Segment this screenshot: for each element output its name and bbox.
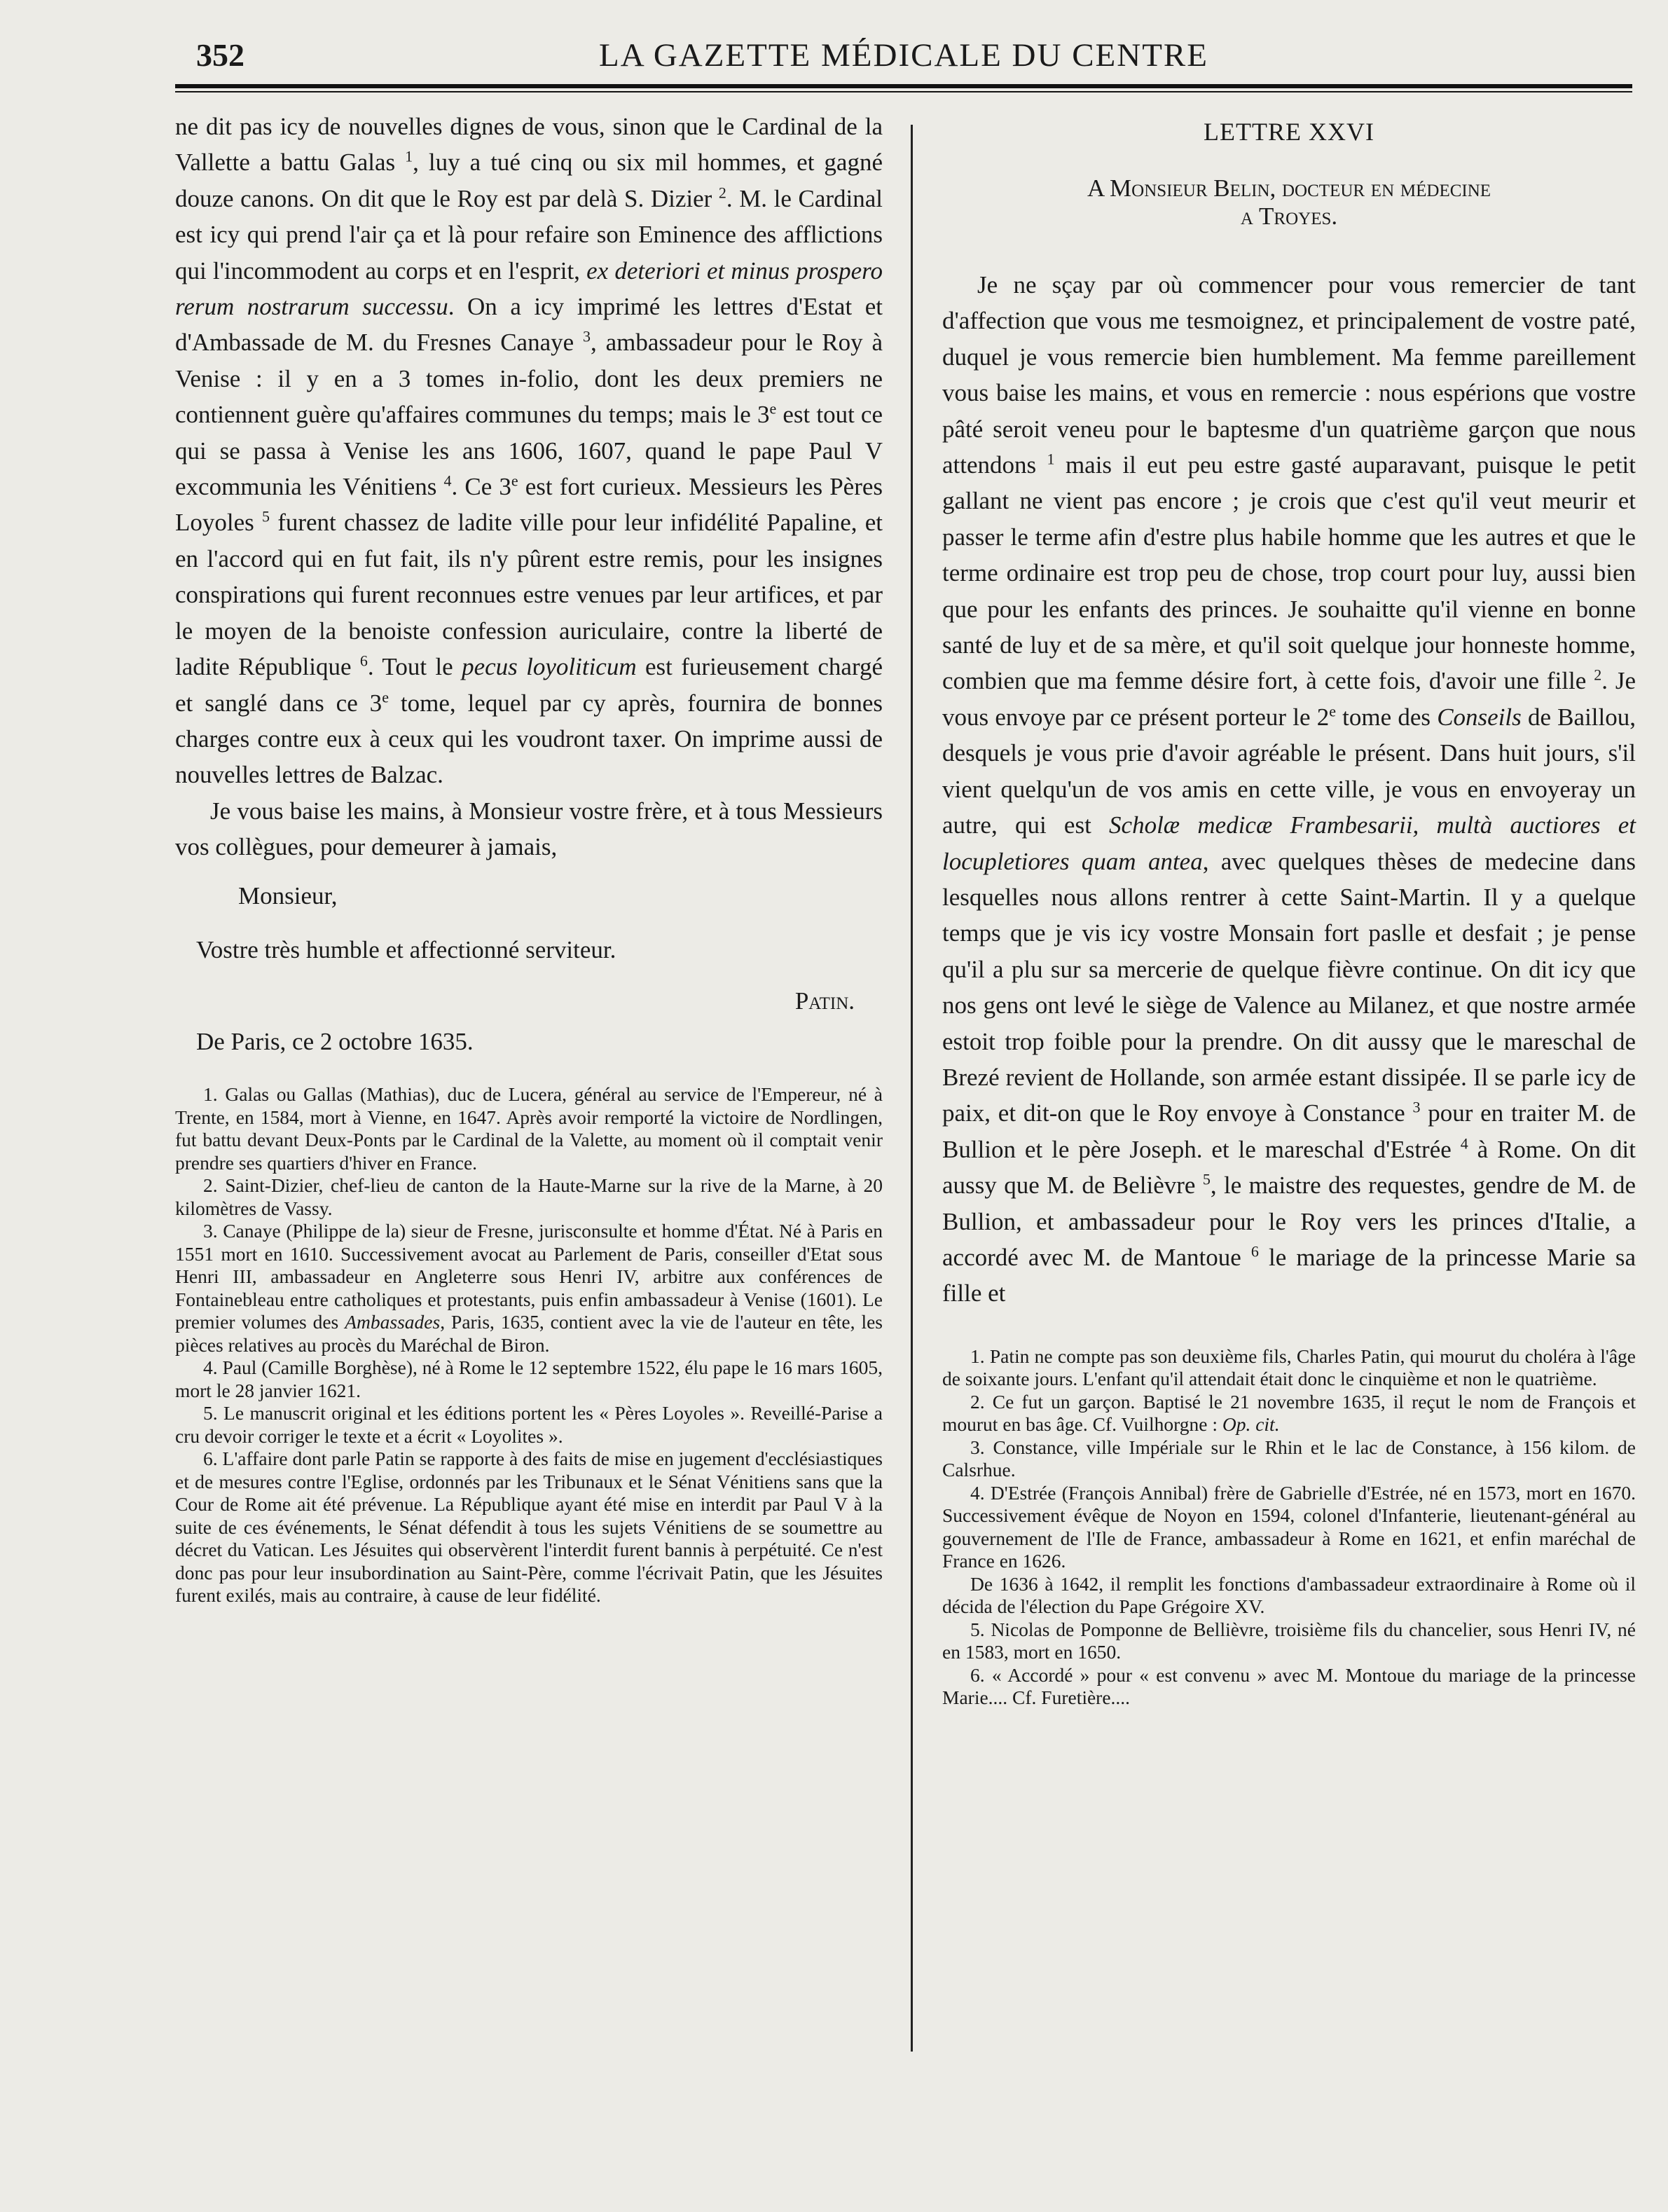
- footnote-marker: 1: [1047, 450, 1055, 468]
- book-title: Scholæ medicæ Frambesarii, multà auctiores et locupletiores quam antea: [942, 811, 1636, 875]
- text-run: est tout ce qui se passa à Venise les ans 1606, 1607, quand le pape Paul V excommunia les Vénitiens: [175, 401, 883, 501]
- right-body-text: [942, 267, 1636, 1312]
- text-run: est furieusement chargé et sanglé dans ce 3: [175, 653, 883, 717]
- text-run: . On a icy imprimé les lettres d'Estat et d'Ambassade de M. du Fresnes Canaye: [175, 293, 883, 357]
- footnote: 6. L'affaire dont parle Patin se rapporte à des faits de mise en jugement d'ecclésiastiques et de mesures contre l'Eglise, ordonnés par les Tribunaux et le Sénat Vénitiens sans que la Cour de Rome ait été prévenue. La République ayant été mise en interdit par Paul V à la suite de ces événements, le Sénat défendit à tous les sujets Vénitiens de se soumettre au décret du Vatican. Les Jésuites qui observèrent l'interdit furent bannis à perpétuité. Ce n'est donc pas pour leur insubordination au Saint-Père, comme l'écrivait Patin, que les Jésuites furent exilés, mais au contraire, à cause de leur fidélité.: [175, 1448, 883, 1607]
- footnote: 4. Paul (Camille Borghèse), né à Rome le 12 septembre 1522, élu pape le 16 mars 1605, mort le 28 janvier 1621.: [175, 1356, 883, 1401]
- text-run: est fort curieux. Messieurs les Pères Loyoles: [175, 473, 883, 537]
- latin-quote: pecus loyoliticum: [462, 653, 637, 681]
- footnote-marker: 5: [1202, 1170, 1211, 1188]
- text-run: . Ce 3: [451, 473, 511, 501]
- text-run: . Je vous envoye par ce présent porteur le 2: [942, 667, 1636, 731]
- letter-title: LETTRE XXVI: [1204, 118, 1374, 146]
- signature: Patin.: [794, 987, 855, 1015]
- text-run: 2. Ce fut un garçon. Baptisé le 21 novembre 1635, il reçut le nom de François et mourut en bas âge. Cf. Vuilhorgne :: [942, 1390, 1636, 1436]
- book-title: Ambassades: [345, 1311, 441, 1333]
- running-header: [175, 21, 1632, 84]
- footnote-marker: 3: [1412, 1098, 1421, 1116]
- text-run: mais il eut peu estre gasté auparavant, puisque le petit gallant ne vient pas encore ; je crois que c'est qu'il veut meurir et passer le terme afin d'estre plus habile homme que les autres et que le terme ordinaire est trop peu de chose, trop court pour luy, aussi bien que pour les enfants des princes. Je souhaitte qu'il vienne en bonne santé de luy et de sa mère, et qu'il soit quelque jour honneste homme, combien que ma femme désire fort, à cette fois, d'avoir une fille: [942, 451, 1636, 695]
- ordinal-suffix: e: [511, 472, 518, 490]
- salutation: Monsieur,: [238, 881, 338, 909]
- left-body-text: [175, 109, 883, 865]
- footnote: 5. Nicolas de Pomponne de Bellièvre, troisième fils du chancelier, sous Henri IV, né en 1583, mort en 1650.: [942, 1618, 1636, 1663]
- footnote: 1. Patin ne compte pas son deuxième fils, Charles Patin, qui mourut du choléra à l'âge de soixante jours. L'enfant qu'il attendait était donc le cinquième et non le quatrième.: [942, 1345, 1636, 1390]
- header-rule: [175, 84, 1632, 88]
- text-run: de Baillou, desquels je vous prie d'avoir agréable le présent. Dans huit jours, s'il vient quelqu'un de vos amis en cette ville, je vous en envoyeray un autre, qui est: [942, 703, 1636, 839]
- text-run: , le maistre des requestes, gendre de M. de Bullion, et ambassadeur pour le Roy vers les princes d'Italie, a accordé avec M. de Mantoue: [942, 1172, 1636, 1271]
- closing-formula: Vostre très humble et affectionné serviteur.: [196, 935, 616, 963]
- header-rule-thin: [175, 91, 1632, 92]
- citation: Op. cit.: [1222, 1413, 1280, 1436]
- footnote: 1. Galas ou Gallas (Mathias), duc de Lucera, général au service de l'Empereur, né à Trente, en 1584, mort à Vienne, en 1647. Après avoir remporté la victoire de Nordlingen, fut battu devant Deux-Ponts par le Cardinal de la Valette, au moment où il comptait venir prendre ses quartiers d'hiver en France.: [175, 1083, 883, 1174]
- dateline: De Paris, ce 2 octobre 1635.: [196, 1027, 474, 1055]
- footnote-marker: 2: [1594, 666, 1602, 684]
- text-run: , Paris, 1635, contient avec la vie de l'auteur en tête, les pièces relatives au procès du Maréchal de Biron.: [175, 1311, 883, 1356]
- footnote-marker: 4: [1460, 1134, 1468, 1153]
- footnote-marker: 2: [718, 184, 726, 202]
- left-paragraph-1: [175, 109, 883, 793]
- text-run: . M. le Cardinal est icy qui prend l'air ça et là pour refaire son Eminence des afflictions qui l'incommodent au corps et en l'esprit,: [175, 184, 883, 284]
- page-number: 352: [196, 37, 244, 73]
- footnote-marker: 1: [405, 147, 413, 165]
- text-run: tome, lequel par cy après, fournira de bonnes charges contre eux à ceux qui les voudront taxer. On imprime aussi de nouvelles lettres de Balzac.: [175, 689, 883, 789]
- footnote-marker: 4: [443, 472, 452, 490]
- letter-address: A Monsieur Belin, docteur en médecine: [1087, 174, 1491, 202]
- text-run: Je ne sçay par où commencer pour vous remercier de tant d'affection que vous me tesmoignez, et principalement de vostre paté, duquel je vous remercie bien humblement. Ma femme pareillement vous baise les mains, et vous en remercie : nous espérions que vostre pâté seroit veneu pour le baptesme d'un quatrième garçon que nous attendons: [942, 271, 1636, 479]
- ordinal-suffix: e: [769, 399, 777, 418]
- text-run: furent chassez de ladite ville pour leur infidélité Papaline, et en l'accord qui en fut fait, ils n'y pûrent estre remis, pour les insignes conspirations qui furent reconnues estre venues par leur artifices, et par le moyen de la benoiste confession auriculaire, contre la liberté de ladite République: [175, 509, 883, 681]
- right-column: [942, 109, 1636, 1710]
- footnote: 5. Le manuscrit original et les éditions portent les « Pères Loyoles ». Reveillé-Parise a cru devoir corriger le texte et a écrit « Loyolites ».: [175, 1402, 883, 1447]
- text-run: , avec quelques thèses de medecine dans lesquelles nous allons rentrer à cette Saint-Martin. Il y a quelque temps que je vis icy vostre Monsain fort paslle et desfait ; je pense qu'il a plu sur sa mercerie de quelque fièvre continue. On dit icy que nos gens ont levé le siège de Valence au Milanez, et que nostre armée estoit trop foible pour la prendre. On dit aussy que le mareschal de Brezé revient de Hollande, son armée estant dissipée. Il se parle icy de paix, et dit-on que le Roy envoye à Constance: [942, 847, 1636, 1127]
- latin-quote: ex deteriori et minus prospero rerum nostrarum successu: [175, 256, 883, 321]
- left-footnotes: [175, 1083, 883, 1607]
- text-run: à Rome. On dit aussy que M. de Belièvre: [942, 1135, 1636, 1200]
- book-title: Conseils: [1437, 703, 1522, 731]
- text-run: pour en traiter M. de Bullion et le père Joseph. et le mareschal d'Estrée: [942, 1099, 1636, 1163]
- column-divider: [911, 125, 913, 2052]
- footnote: 6. « Accordé » pour « est convenu » avec M. Montoue du mariage de la princesse Marie.... Cf. Furetière....: [942, 1663, 1636, 1709]
- text-run: le mariage de la princesse Marie sa fille et: [942, 1243, 1636, 1307]
- footnote-marker: 5: [261, 507, 270, 525]
- left-paragraph-2: Je vous baise les mains, à Monsieur vostre frère, et à tous Messieurs vos collègues, pour demeurer à jamais,: [175, 797, 883, 861]
- text-run: tome des: [1335, 703, 1438, 731]
- right-paragraph-1: [942, 267, 1636, 1312]
- footnote-marker: 6: [1250, 1242, 1259, 1260]
- ordinal-suffix: e: [1329, 702, 1336, 720]
- text-run: 3. Canaye (Philippe de la) sieur de Fresne, jurisconsulte et homme d'État. Né à Paris en 1551 mort en 1610. Successivement avocat au Parlement de Paris, conseiller d'Etat sous Henri III, ambassadeur en Angleterre sous Henri IV, arbitre aux conférences de Fontainebleau entre catholiques et protestants, puis enfin ambassadeur à Venise (1601). Le premier volumes des: [175, 1220, 883, 1333]
- ordinal-suffix: e: [382, 687, 389, 706]
- footnote: [942, 1391, 1636, 1436]
- footnote: De 1636 à 1642, il remplit les fonctions d'ambassadeur extraordinaire à Rome où il décida de l'élection du Pape Grégoire XV.: [942, 1572, 1636, 1618]
- footnote-marker: 6: [359, 652, 368, 670]
- text-run: , luy a tué cinq ou six mil hommes, et gagné douze canons. On dit que le Roy est par delà S. Dizier: [175, 149, 883, 212]
- text-run: ne dit pas icy de nouvelles dignes de vous, sinon que le Cardinal de la Vallette a battu Galas: [175, 113, 883, 177]
- letter-address-city: a Troyes.: [1240, 202, 1338, 230]
- footnote-marker: 3: [582, 327, 591, 345]
- text-run: , ambassadeur pour le Roy à Venise : il y en a 3 tomes in-folio, dont les deux premiers ne contiennent guère qu'affaires communes du temps; mais le 3: [175, 329, 883, 429]
- footnote: 2. Saint-Dizier, chef-lieu de canton de la Haute-Marne sur la rive de la Marne, à 20 kilomètres de Vassy.: [175, 1174, 883, 1219]
- right-footnotes: [942, 1345, 1636, 1710]
- footnote: 3. Constance, ville Impériale sur le Rhin et le lac de Constance, à 156 kilom. de Calsrhue.: [942, 1436, 1636, 1481]
- journal-title: LA GAZETTE MÉDICALE DU CENTRE: [599, 37, 1208, 74]
- footnote: 4. D'Estrée (François Annibal) frère de Gabrielle d'Estrée, né en 1573, mort en 1670. Successivement évêque de Noyon en 1594, colonel d'Infanterie, lieutenant-général au gouvernement de l'Ile de France, ambassadeur à Rome en 1621, et enfin maréchal de France en 1626.: [942, 1481, 1636, 1572]
- text-run: . Tout le: [367, 653, 462, 681]
- left-column: [175, 109, 883, 1607]
- footnote: [175, 1220, 883, 1356]
